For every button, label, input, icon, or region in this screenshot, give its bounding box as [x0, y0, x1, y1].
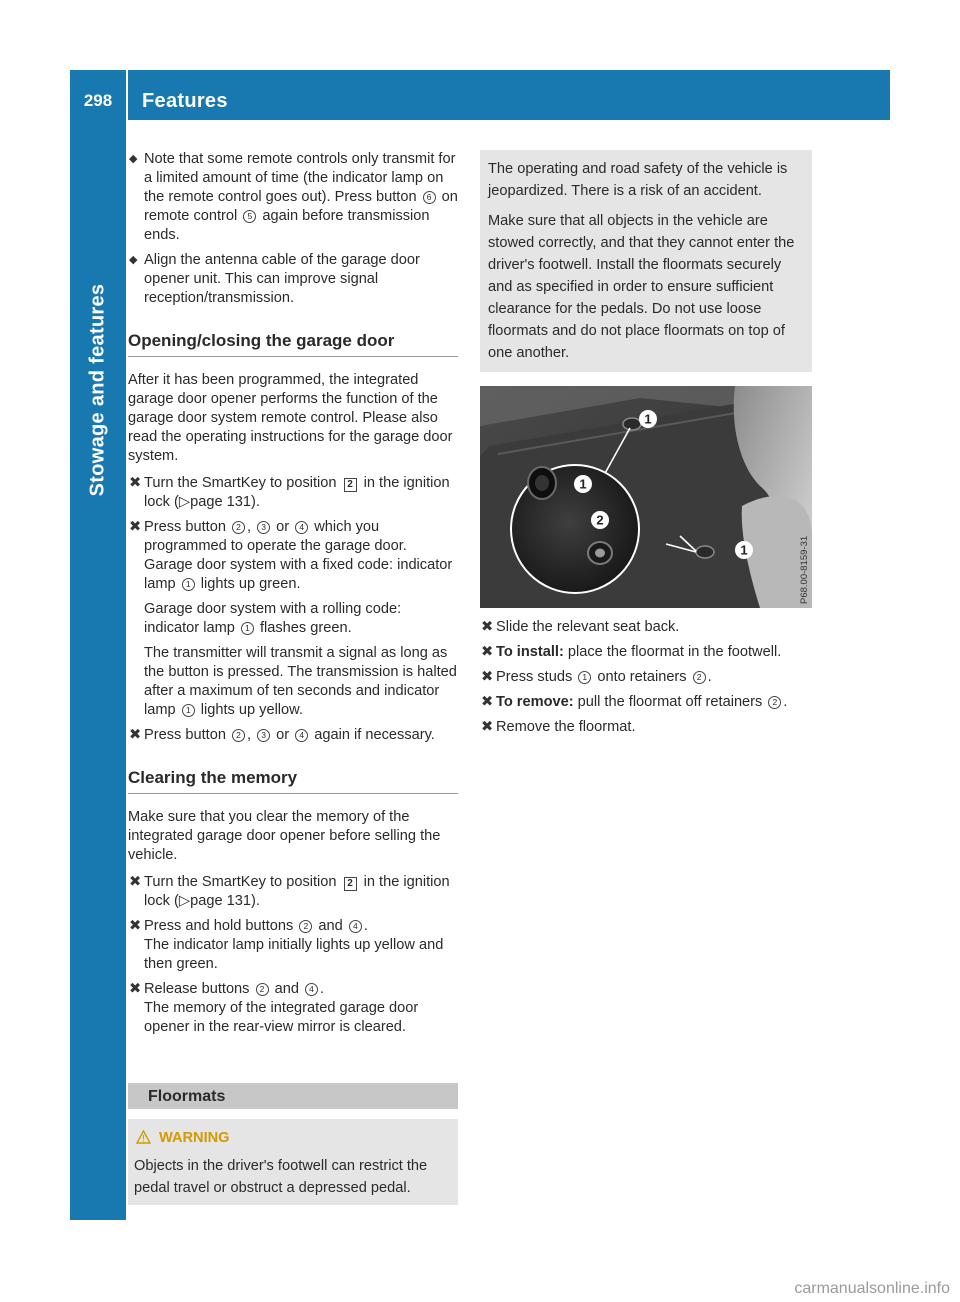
page-ref-arrow-icon: ▷	[178, 494, 191, 510]
page-reference-link[interactable]: page 131	[190, 494, 251, 510]
instruction-step: ✖ Turn the SmartKey to position 2 in the ignition lock (▷page 131).	[129, 475, 450, 510]
step-arrow-icon: ✖	[481, 669, 494, 685]
header-divider	[126, 70, 128, 120]
callout-number: 2	[232, 521, 245, 534]
warning-box-continued	[480, 150, 812, 372]
callout-number: 3	[257, 521, 270, 534]
key-position: 2	[344, 877, 357, 891]
warning-paragraph: The operating and road safety of the vehicle is jeopardized. There is a risk of an accident.	[488, 161, 788, 199]
page-title: Features	[142, 90, 228, 112]
bullet-icon: ◆	[129, 254, 138, 266]
transmit-note: The transmitter will transmit a signal as long as the button is pressed. The transmission is halted after a maximum of ten seconds and indicator lamp 1 lights up yellow.	[144, 645, 457, 718]
step-arrow-icon: ✖	[481, 719, 494, 735]
warning-text: Objects in the driver's footwell can restrict the pedal travel or obstruct a depressed pedal.	[134, 1158, 428, 1196]
svg-text:1: 1	[644, 411, 652, 427]
clearing-intro: Make sure that you clear the memory of the integrated garage door opener before selling the vehicle.	[128, 809, 441, 863]
callout-1-top	[639, 410, 657, 428]
callout-number: 5	[243, 210, 256, 223]
callout-2-retainer	[591, 511, 609, 529]
chapter-label: Stowage and features	[86, 283, 109, 497]
step-arrow-icon: ✖	[129, 727, 142, 743]
instruction-step: ✖ Remove the floormat.	[481, 719, 636, 735]
callout-number: 2	[693, 671, 706, 684]
callout-number: 1	[182, 578, 195, 591]
callout-number: 2	[299, 920, 312, 933]
key-position: 2	[344, 478, 357, 492]
instruction-step: ✖ Slide the relevant seat back.	[481, 619, 680, 635]
figure-code: P68.00-8159-31	[799, 535, 810, 604]
svg-text:1: 1	[740, 542, 748, 558]
svg-text:2: 2	[596, 512, 604, 528]
instruction-step: ✖ To remove: pull the floormat off retainers 2 .	[481, 694, 788, 710]
step-arrow-icon: ✖	[129, 918, 142, 934]
step-arrow-icon: ✖	[129, 519, 142, 535]
rolling-code-note: Garage door system with a rolling code: indicator lamp 1 flashes green.	[144, 601, 402, 636]
footer-watermark: carmanualsonline.info	[794, 1280, 950, 1297]
warning-paragraph: Make sure that all objects in the vehicle are stowed correctly, and that they cannot enter the driver's footwell. Install the floormats securely and as specified in order to ensure sufficient clearance for the pedals. Do not use loose floormats and do not place floormats on top of one another.	[488, 213, 795, 361]
list-item: ◆ Note that some remote controls only transmit for a limited amount of time (the indicator lamp on the remote control goes out). Press button 6 on remote control 5 again before transmission ends.	[129, 151, 458, 243]
bullet-icon: ◆	[129, 153, 138, 165]
callout-1-stud	[574, 475, 592, 493]
callout-number: 2	[256, 983, 269, 996]
callout-number: 1	[182, 704, 195, 717]
callout-number: 6	[423, 191, 436, 204]
instruction-step: ✖ Press studs 1 onto retainers 2 .	[481, 669, 712, 685]
section-heading-floormats: Floormats	[128, 1083, 458, 1109]
page-number: 298	[83, 91, 113, 110]
step-arrow-icon: ✖	[481, 694, 494, 710]
instruction-step: ✖ Turn the SmartKey to position 2 in the ignition lock (▷page 131).	[129, 874, 450, 909]
callout-number: 2	[768, 696, 781, 709]
page-reference-link[interactable]: page 131	[190, 893, 251, 909]
warning-triangle-icon	[136, 1129, 151, 1151]
instruction-step: ✖ Press button 2 , 3 or 4 again if necessary.	[129, 727, 435, 743]
left-column	[128, 150, 458, 1205]
callout-number: 1	[578, 671, 591, 684]
instruction-step: ✖ Press and hold buttons 2 and 4 . The indicator lamp initially lights up yellow and then green.	[129, 918, 444, 972]
callout-number: 4	[305, 983, 318, 996]
list-item: ◆ Align the antenna cable of the garage door opener unit. This can improve signal reception/transmission.	[129, 252, 420, 306]
section-heading-opening: Opening/closing the garage door	[128, 330, 458, 357]
instruction-step: ✖ Press button 2 , 3 or 4 which you programmed to operate the garage door. Garage door system with a fixed code: indicator lamp 1 lights up green. Garage door system with a rolling code: indicator lamp 1 flashes green. The transmitter will transmit a signal as long as the button is pressed. The transmission is halted after a maximum of ten seconds and indicator lamp 1 lights up yellow.	[129, 519, 457, 718]
step-arrow-icon: ✖	[129, 874, 142, 890]
instruction-step: ✖ To install: place the floormat in the footwell.	[481, 644, 782, 660]
right-column	[480, 150, 812, 743]
step-arrow-icon: ✖	[129, 475, 142, 491]
section-heading-clearing: Clearing the memory	[128, 767, 458, 794]
callout-number: 4	[349, 920, 362, 933]
callout-number: 1	[241, 622, 254, 635]
page-header	[70, 70, 890, 120]
warning-box	[128, 1119, 458, 1205]
callout-1-bottom	[735, 541, 753, 559]
callout-number: 4	[295, 729, 308, 742]
step-arrow-icon: ✖	[129, 981, 142, 997]
opening-intro: After it has been programmed, the integrated garage door opener performs the function of the garage door system remote control. Please also read the operating instructions for the garage door system.	[128, 372, 453, 464]
step-arrow-icon: ✖	[481, 619, 494, 635]
callout-number: 2	[232, 729, 245, 742]
warning-title: WARNING	[134, 1127, 452, 1151]
floormat-illustration	[480, 386, 812, 608]
callout-number: 3	[257, 729, 270, 742]
svg-text:1: 1	[579, 476, 587, 492]
callout-number: 4	[295, 521, 308, 534]
step-arrow-icon: ✖	[481, 644, 494, 660]
instruction-step: ✖ Release buttons 2 and 4 . The memory of the integrated garage door opener in the rear-view mirror is cleared.	[129, 981, 419, 1035]
page-ref-arrow-icon: ▷	[178, 893, 191, 909]
